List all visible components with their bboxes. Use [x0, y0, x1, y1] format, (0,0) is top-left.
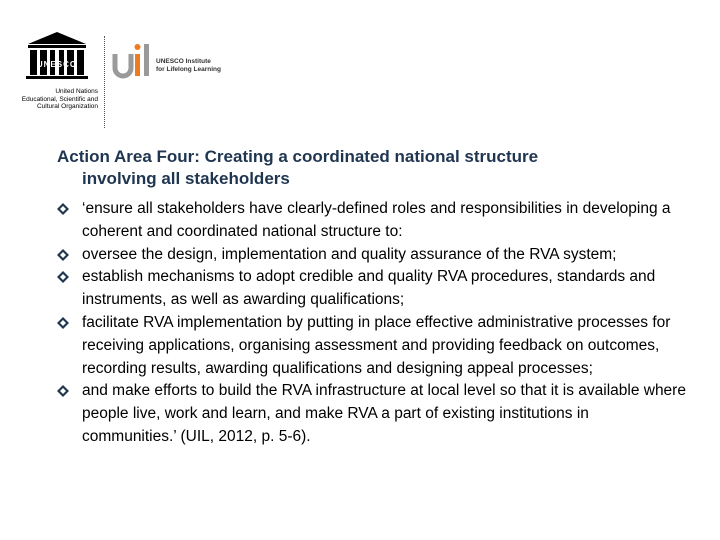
title-line-1: Action Area Four: Creating a coordinated national structure	[57, 147, 539, 166]
list-item: and make efforts to build the RVA infrastructure at local level so that it is available where people live, work and learn, and make RVA a part of existing institutions in communities.’ (UIL, 2012, p. 5-6).	[57, 380, 687, 448]
unesco-logo	[14, 30, 100, 111]
uil-logo	[112, 40, 221, 89]
diamond-bullet-icon	[57, 203, 69, 215]
slide-title	[57, 146, 657, 190]
list-item: oversee the design, implementation and quality assurance of the RVA system;	[57, 244, 687, 267]
uil-name: UNESCO Institute for Lifelong Learning	[156, 58, 221, 73]
diamond-bullet-icon	[57, 249, 69, 261]
list-item: establish mechanisms to adopt credible and quality RVA procedures, standards and instruments, as well as awarding qualifications;	[57, 266, 687, 312]
unesco-wordmark: UNESCO	[36, 60, 78, 69]
unesco-temple-icon	[24, 30, 90, 82]
uil-mark-icon	[112, 40, 156, 84]
title-line-2: involving all stakeholders	[82, 169, 290, 188]
list-item: facilitate RVA implementation by putting in place effective administrative processes for receiving applications, organising assessment and providing feedback on outcomes, recording results, awarding qualifications and designing appeal processes;	[57, 312, 687, 380]
diamond-bullet-icon	[57, 271, 69, 283]
logo-divider	[104, 36, 105, 128]
diamond-bullet-icon	[57, 385, 69, 397]
diamond-bullet-icon	[57, 317, 69, 329]
unesco-caption: United Nations Educational, Scientific and Cultural Organization	[21, 88, 98, 111]
bullet-list	[57, 198, 687, 449]
list-item: ‘ensure all stakeholders have clearly-defined roles and responsibilities in developing a coherent and coordinated national structure to:	[57, 198, 687, 244]
